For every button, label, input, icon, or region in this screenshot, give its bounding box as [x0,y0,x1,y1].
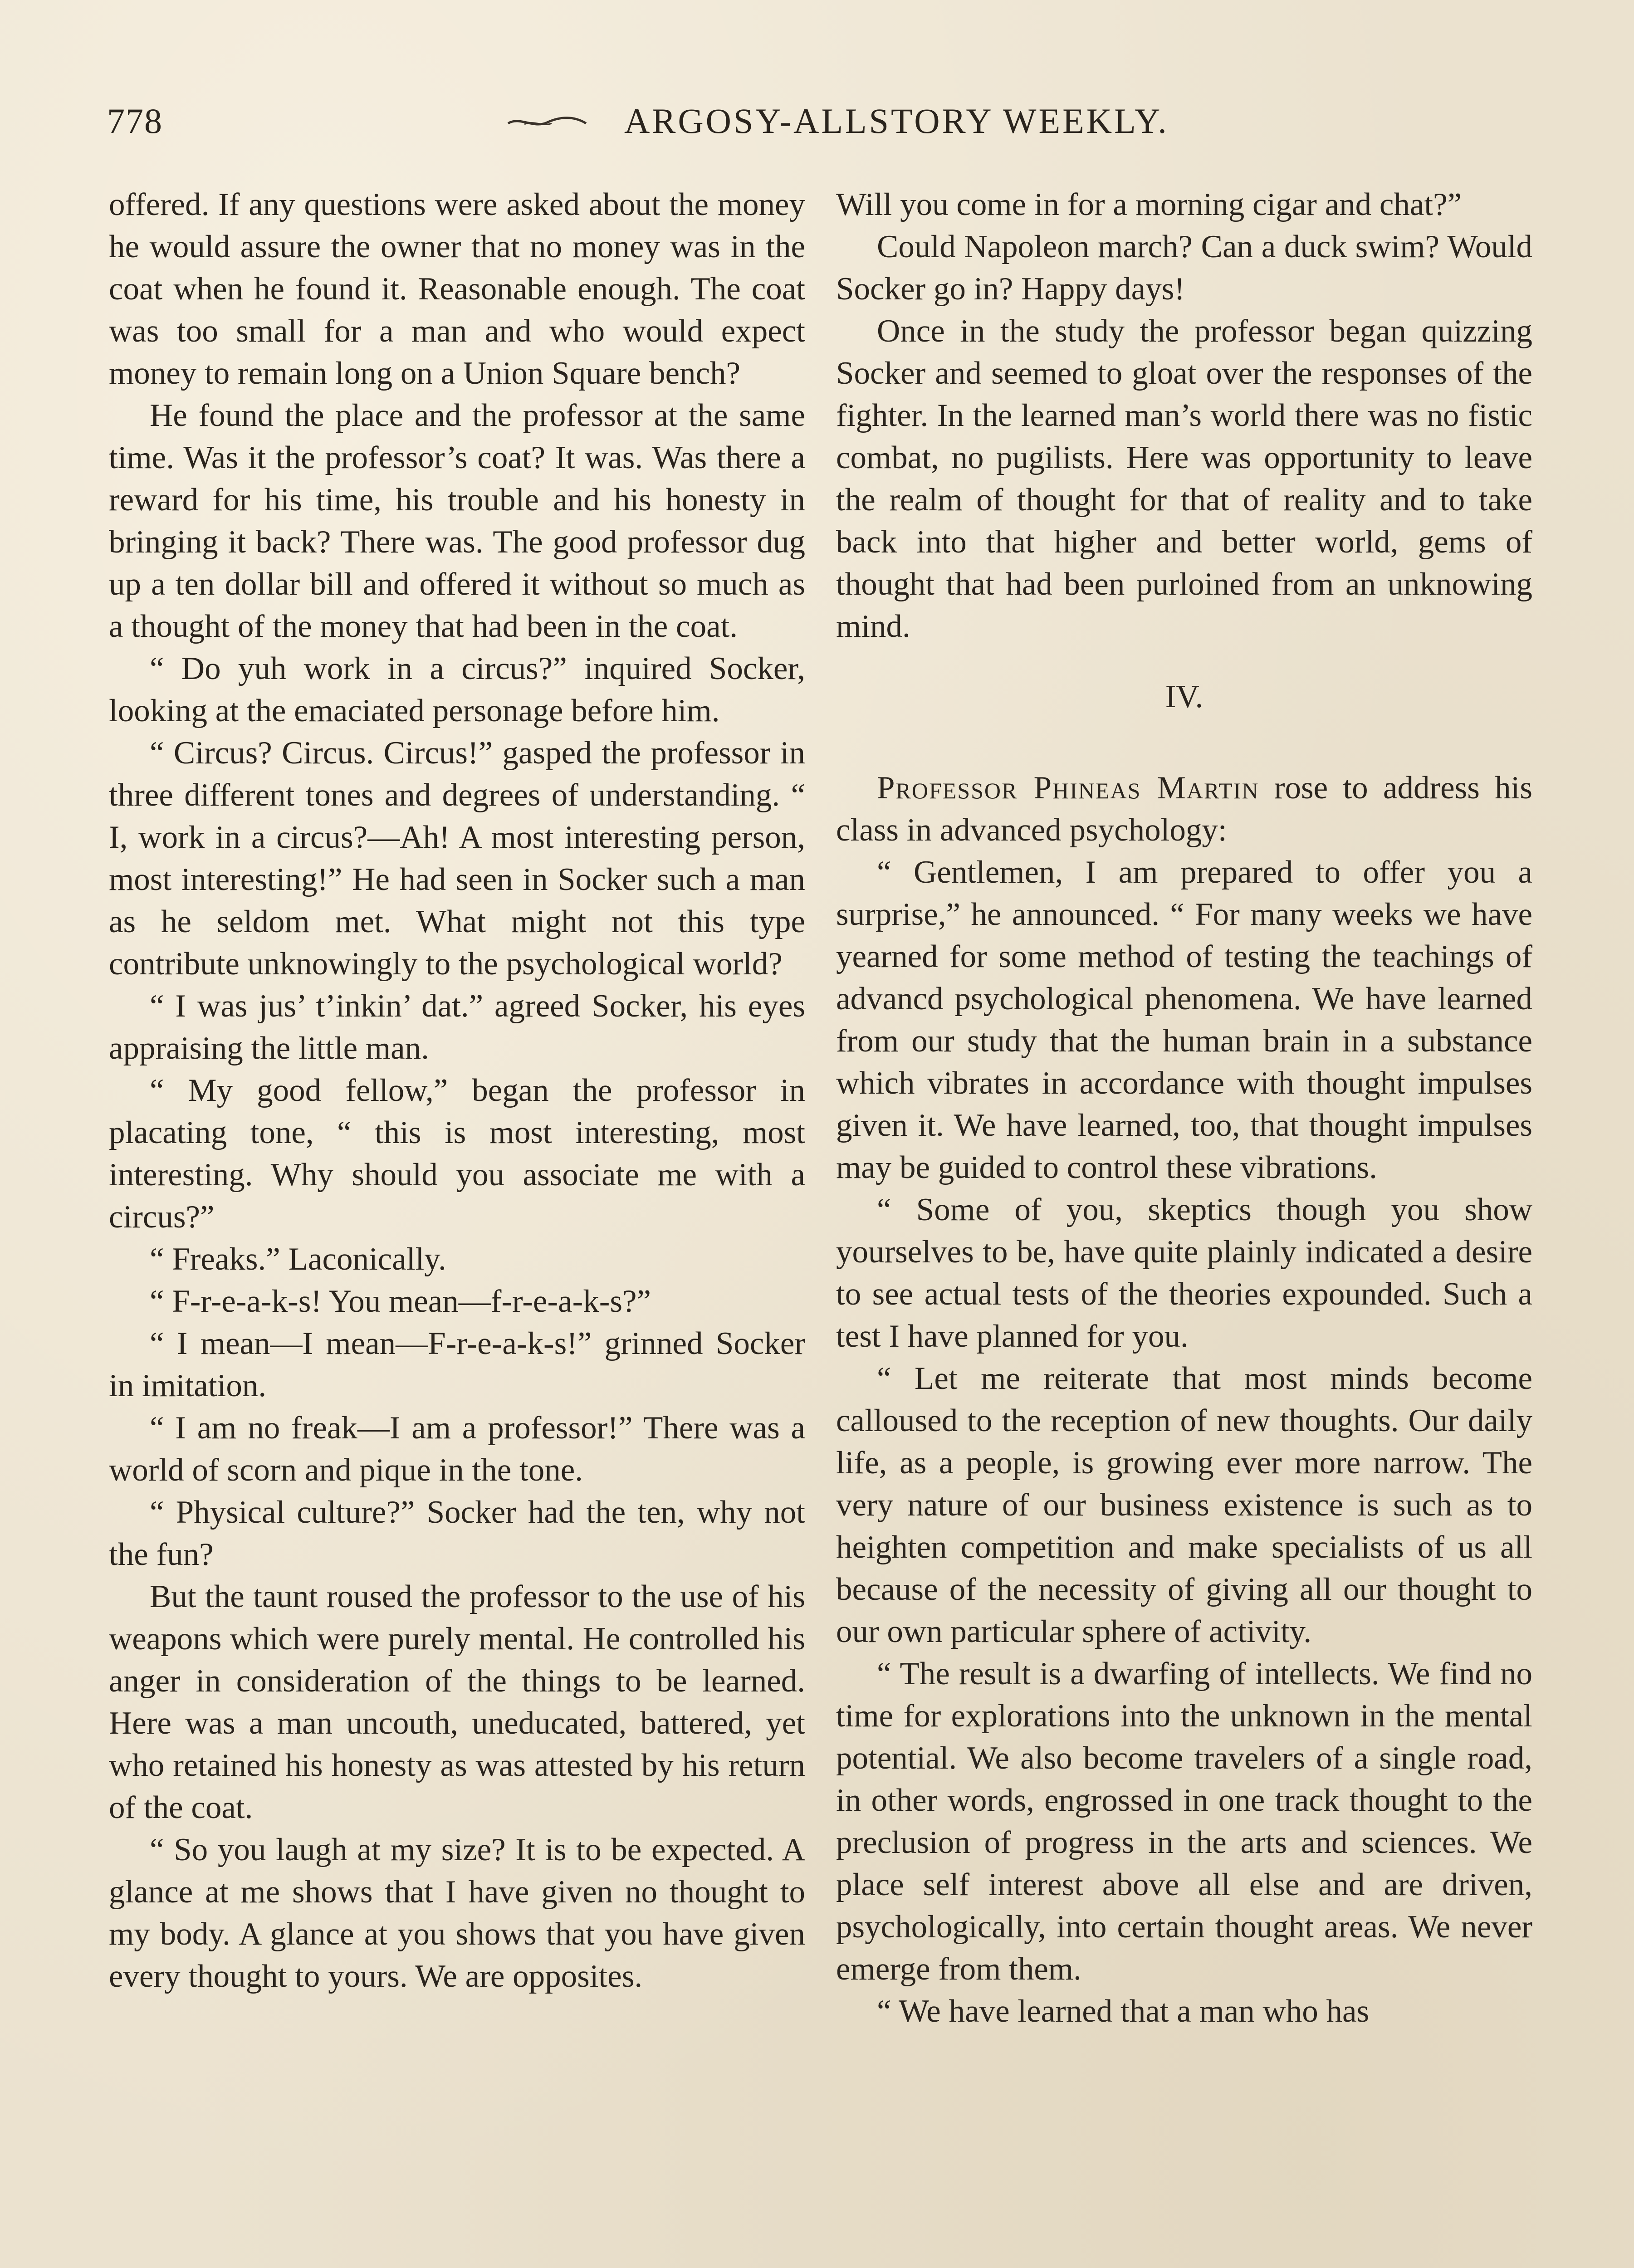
opening-text: rose to address his class in advanced psychology: [836,770,1532,848]
paragraph: But the taunt roused the professor to the use of his weapons which were purely mental. He controlled his anger in consideration of the things to be learned. Here was a man uncouth, uneducated, battered, yet who retained his honesty as was attested by his return of the coat. [109,1579,805,1825]
paragraph: Could Napoleon march? Can a duck swim? Would Socker go in? Happy days! [836,229,1532,307]
paragraph: “ F-r-e-a-k-s! You mean—f-r-e-a-k-s?” [150,1284,651,1319]
right-column [836,184,1532,2033]
chapter-number: IV. [1165,679,1203,714]
paragraph: He found the place and the professor at the same time. Was it the professor’s coat? It was. Was there a reward for his time, his trouble and his honesty in bringing it back? There was. The good professor dug up a ten dollar bill and offered it without so much as a thought of the money that had been in the coat. [109,398,805,644]
paragraph: “ Freaks.” Laconically. [150,1242,446,1277]
chapter-opening-paragraph [836,767,1532,851]
running-title: ARGOSY-ALLSTORY WEEKLY. [624,101,1169,141]
paragraph: “ My good fellow,” began the professor in placating tone, “ this is most interesting, most interesting. Why should you associate me with a circus?” [109,1073,805,1235]
paragraph: Once in the study the professor began quizzing Socker and seemed to gloat over the responses of the fighter. In the learned man’s world there was no fistic combat, no pugilists. Here was opportunity to leave the realm of thought for that of reality and to take back into that higher and better world, gems of thought that had been purloined from an unknowing mind. [836,313,1532,644]
page-header [107,96,1527,151]
page-number: 778 [107,101,163,141]
paragraph: Will you come in for a morning cigar and chat?” [836,187,1462,222]
paragraph: “ Let me reiterate that most minds become calloused to the reception of new thoughts. Our daily life, as a people, is growing ever more narrow. The very nature of our business existence is such as to heighten competition and make specialists of us all because of the necessity of giving all our thought to our own particular sphere of activity. [836,1361,1532,1649]
paragraph: “ Physical culture?” Socker had the ten, why not the fun? [109,1495,805,1572]
left-column [109,184,805,1998]
paragraph: “ I mean—I mean—F-r-e-a-k-s!” grinned Socker in imitation. [109,1326,805,1403]
paragraph: “ Do yuh work in a circus?” inquired Socker, looking at the emaciated personage before him. [109,651,805,728]
header-ornament-icon [506,113,588,132]
paragraph: “ Some of you, skeptics though you show yourselves to be, have quite plainly indicated a desire to see actual tests of the theories expounded. Such a test I have planned for you. [836,1192,1532,1354]
paragraph: “ Gentlemen, I am prepared to offer you a surprise,” he announced. “ For many weeks we have yearned for some method of testing the teachings of advancd psychological phenomena. We have learned from our study that the human brain in a substance which vibrates in accordance with thought impulses given it. We have learned, too, that thought impulses may be guided to control these vibrations. [836,855,1532,1185]
paragraph: “ So you laugh at my size? It is to be expected. A glance at me shows that I have given no thought to my body. A glance at you shows that you have given every thought to yours. We are opposites. [109,1832,805,1994]
paragraph: “ We have learned that a man who has [877,1994,1370,2029]
paragraph: “ The result is a dwarfing of intellects. We find no time for explorations into the unknown in the mental potential. We also become travelers of a single road, in other words, engrossed in one track thought to the preclusion of progress in the arts and sciences. We place self interest above all else and are driven, psychologically, into certain thought areas. We never emerge from them. [836,1656,1532,1987]
paragraph: offered. If any questions were asked about the money he would assure the owner that no money was in the coat when he found it. Reasonable enough. The coat was too small for a man and who would expect money to remain long on a Union Square bench? [109,187,805,391]
professor-name: Professor Phineas Martin [877,770,1259,806]
paragraph: “ I was jus’ t’inkin’ dat.” agreed Socker, his eyes appraising the little man. [109,988,805,1066]
paragraph: “ Circus? Circus. Circus!” gasped the professor in three different tones and degrees of understanding. “ I, work in a circus?—Ah! A most interesting person, most interesting!” He had seen in Socker such a man as he seldom met. What might not this type contribute unknowingly to the psychological world? [109,735,805,982]
paragraph: “ I am no freak—I am a professor!” There was a world of scorn and pique in the tone. [109,1410,805,1488]
